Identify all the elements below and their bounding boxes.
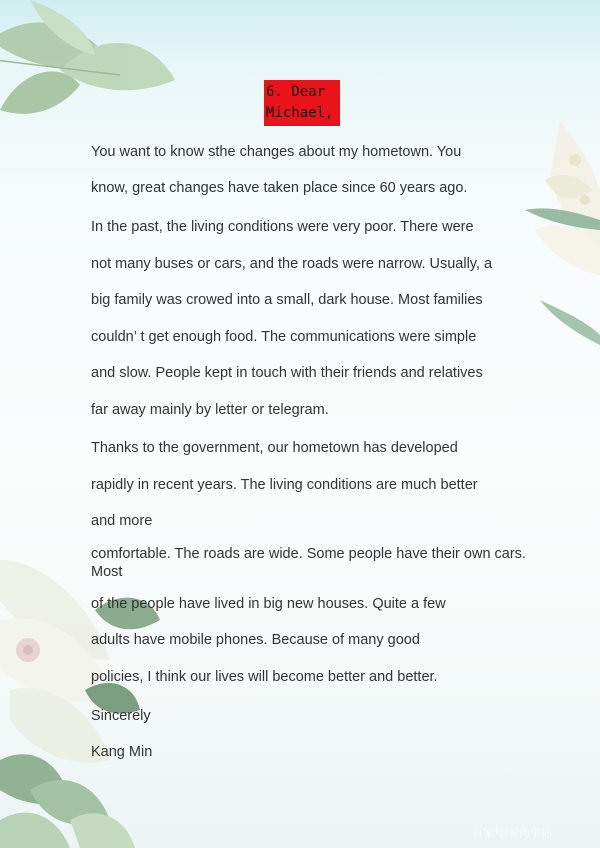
body-line: and slow. People kept in touch with their friends and relatives	[91, 365, 483, 381]
body-line: big family was crowed into a small, dark house. Most families	[91, 292, 483, 308]
body-line: know, great changes have taken place since 60 years ago.	[91, 180, 468, 196]
body-line: You want to know sthe changes about my hometown. You	[91, 144, 462, 160]
body-line: of the people have lived in big new houses. Quite a few	[91, 596, 446, 612]
body-line: comfortable. The roads are wide. Some people have their own cars.	[91, 546, 526, 562]
body-line: adults have mobile phones. Because of many good	[91, 632, 420, 648]
body-line: far away mainly by letter or telegram.	[91, 402, 329, 418]
top-left-leaves-icon	[0, 0, 175, 114]
body-line: Most	[91, 564, 123, 580]
body-line: Thanks to the government, our hometown has developed	[91, 440, 458, 456]
letter-salutation	[266, 82, 356, 124]
signoff-line: Sincerely	[91, 708, 151, 724]
signature-name: Kang Min	[91, 744, 153, 760]
body-line: In the past, the living conditions were very poor. There were	[91, 219, 474, 235]
salutation-line-1: 6. Dear	[266, 84, 326, 100]
body-line: not many buses or cars, and the roads were narrow. Usually, a	[91, 256, 493, 272]
right-flower-icon	[525, 120, 600, 345]
body-line: couldn’ t get enough food. The communications were simple	[91, 329, 477, 345]
body-line: rapidly in recent years. The living conditions are much better	[91, 477, 478, 493]
salutation-line-2: Michael,	[266, 105, 334, 121]
watermark-text: 百家号/爱尚生活	[472, 827, 553, 839]
body-line: policies, I think our lives will become better and better.	[91, 669, 438, 685]
body-line: and more	[91, 513, 153, 529]
